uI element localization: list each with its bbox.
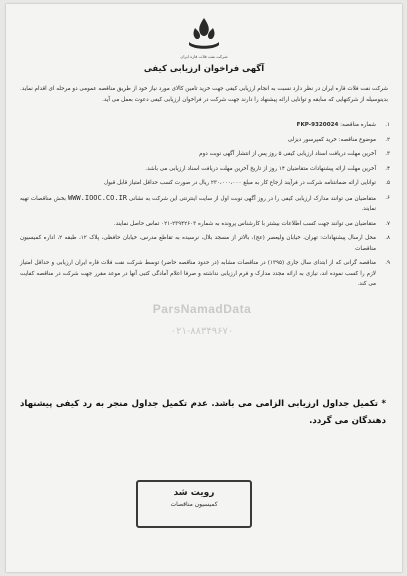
list-item <box>20 149 390 160</box>
list-item <box>20 135 390 146</box>
list-item <box>20 193 390 215</box>
document-page <box>6 4 402 572</box>
item-text <box>20 120 376 131</box>
company-logo-icon <box>182 16 226 54</box>
conditions-list <box>20 120 390 294</box>
item-text-after: بخش مناقصات تهیه نمایند. <box>20 195 376 212</box>
item-number: ۲. <box>385 136 390 143</box>
stamp-line-1: رویت شد <box>173 488 215 498</box>
list-item <box>20 120 390 131</box>
item-text: توانایی ارائه ضمانتنامه شرکت در فرآیند ارجاع کار به مبلغ ۲۳۰،۰۰۰،۰۰۰ ریال در صورت کسب حداقل امتیاز قابل قبول <box>104 180 376 186</box>
watermark-phone: ۰۲۱-۸۸۳۴۹۶۷۰ <box>170 326 234 337</box>
item-number: ۳. <box>385 151 390 157</box>
item-number: ۸. <box>385 235 390 241</box>
logo-caption: شرکت نفت فلات قاره ایران <box>180 54 228 59</box>
item-number: ۹. <box>385 260 390 266</box>
page-title: آگهی فراخوان ارزیابی کیفی <box>143 64 265 74</box>
list-item <box>20 164 390 175</box>
item-text: موضوع مناقصه: خرید کمپرسور دیزلی <box>287 136 376 143</box>
item-text: آخرین مهلت ارائه پیشنهادات متقاضیان ۱۴ روز از تاریخ آخرین مهلت دریافت اسناد ارزیابی می باشد. <box>145 165 376 172</box>
item-text: آخرین مهلت دریافت اسناد ارزیابی کیفی ۵ روز پس از انتشار آگهی نوبت دوم <box>199 151 376 157</box>
tender-number: FKP-9320024 <box>296 122 339 128</box>
approval-stamp <box>136 480 252 528</box>
website-link[interactable]: WWW.IOOC.CO.IR <box>68 193 128 202</box>
item-number: ۶. <box>385 194 390 201</box>
item-number: ۷. <box>385 220 390 227</box>
tender-number-label: شماره مناقصه: <box>340 122 376 128</box>
watermark <box>102 302 302 346</box>
item-text-before: متقاضیان می توانند مدارک ارزیابی کیفی را در روز آگهی نوبت اول از سایت اینترنتی این شرکت به نشانی <box>129 195 377 202</box>
intro-paragraph: شرکت نفت فلات قاره ایران در نظر دارد نسبت به انجام ارزیابی کیفی جهت خرید تامین کالای مورد نیاز خود از طریق مناقصه عمومی دو مرحله ای اقدام نماید. بدینوسیله از شرکتهایی که سابقه و توانایی ارائه پیشنهاد را دارند جهت شرکت در فراخوان ارزیابی کیفی دعوت بعمل می آید. <box>20 86 388 103</box>
list-item <box>20 258 390 290</box>
item-number: ۴. <box>385 165 390 172</box>
item-number: ۵. <box>385 180 390 186</box>
important-notice: * تکمیل جداول ارزیابی الزامی می باشد. عدم تکمیل جداول منجر به رد کیفی پیشنهاد دهندگان می گردد. <box>20 399 386 426</box>
watermark-text: ParsNamadData <box>152 302 252 316</box>
stamp-line-2: کمیسیون مناقصات <box>170 501 218 508</box>
item-text: متقاضیان می توانند جهت کسب اطلاعات بیشتر با کارشناس پرونده به شماره ۲۳۹۴۲۶۰۳-۰۲۱ تماس حاصل نمایند. <box>113 220 376 227</box>
item-text: محل ارسال پیشنهادات: تهران، خیابان ولیعصر (عج)، بالاتر از مسجد بلال، نرسیده به تقاطع مدرس، خیابان حافظی، پلاک ۱۲، طبقه ۲، اداره کمیسیون مناقصات <box>20 235 376 252</box>
item-number: ۱. <box>385 122 390 128</box>
item-text: مناقصه گرانی که از ابتدای سال جاری (۱۳۹۵) در مناقصات مشابه (در حدود مناقصه حاضر) توسط شرکت نفت فلات قاره ایران ارزیابی و حداقل امتیاز لازم را کسب نموده اند، نیازی به ارائه مجدد مدارک و فرم ارزیابی نداشته و صرفا اعلام آمادگی کتبی آنها در موعد مقرر جهت شرکت در مناقصه کفایت می کند. <box>20 260 376 287</box>
list-item <box>20 178 390 189</box>
list-item <box>20 219 390 230</box>
item-text <box>20 193 376 215</box>
list-item <box>20 233 390 254</box>
